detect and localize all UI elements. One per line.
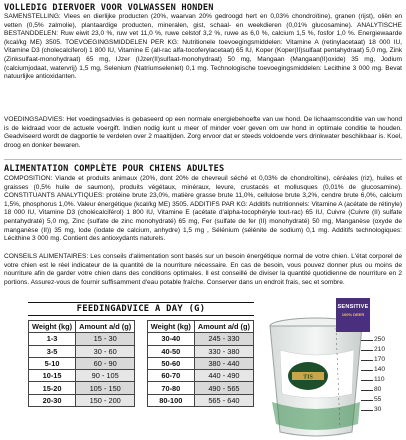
feeding-table: [28, 302, 254, 407]
table-row: 60-70 440 - 490: [147, 370, 253, 382]
scale-label: 80: [374, 386, 382, 393]
table-row: 50-60 380 - 440: [147, 357, 253, 369]
scale-label: 250: [374, 336, 386, 343]
fr-heading: ALIMENTATION COMPLÈTE POUR CHIENS ADULTES: [4, 164, 225, 174]
badge-title: SENSITIVE: [337, 304, 369, 310]
col-weight-header: Weight (kg): [29, 321, 76, 333]
table-row: 20-30 150 - 200: [29, 394, 135, 406]
table-row: 80-100 565 - 640: [147, 394, 253, 406]
nl-composition: SAMENSTELLING: Vlees en dierlijke producten (20%, waarvan 20% gedroogd hert en 0,03% chondroïtine), granen (rijst), oliën en vetten (0,5% zalmolie), plantaardige producten, mineralen, gist, schaal- en weekdieren (0,01% glucosamine). ANALYTISCHE BESTANDDELEN: Ruw eiwit 23,0 %, ruw vet 11,0 %, ruwe celstof 3,2 %, ruwe as 6,0 %, calcium 1,5 %, fosfor 1,0 %. Energiewaarde (kcal/kg ME) 3505. TOEVOEGINGSMIDDELEN PER KG: Nutritionele toevoegingsmiddelen: Vitamine A (retinylacetaat) 18 000 IU, Vitamine D3 (cholecalciferol) 1 800 IU, Vitamine E (all-rac alfa-tocoferylacetaat) 65 IU, Koper (Koper(II)sulfaat pentahydraat) 5,0 mg, Zink (Zinksulfaat-monohydraat) 65 mg, IJzer (IJzer(II)sulfaat-monohydraat) 50 mg, Mangaan (Mangaan(II)oxide) 35 mg, Jodium (calciumjodaat, watervrij) 1,5 mg, Selenium (Natriumseleniet) 0,1 mg. Technologische toevoegingsmiddelen: Lecithine 3 000 mg. Bevat natuurlijke antioxidanten.: [4, 13, 402, 81]
col-amount-header: Amount a/d (g): [76, 321, 135, 333]
scale-label: 170: [374, 356, 386, 363]
section-divider: [4, 159, 402, 160]
feeding-table-left: [28, 320, 135, 407]
sensitive-badge: [336, 298, 370, 332]
table-row: 10-15 90 - 105: [29, 370, 135, 382]
table-row: 1-3 15 - 30: [29, 333, 135, 345]
feeding-table-right: [147, 320, 254, 407]
table-row: 15-20 105 - 150: [29, 382, 135, 394]
nl-feeding-advice: VOEDINGSADVIES: Het voedingsadvies is gebaseerd op een normale energiebehoefte van uw hond. De lichaamsconditie van uw hond is de leidraad voor de actuele voergift. Indien nodig kunt u meer of minder voer geven om uw hond in optimale conditie te houden. Geadviseerd wordt de dagportie te verdelen over 2 maaltijden. Zorg ervoor dat er steeds voldoende vers drinkwater beschikbaar is. Koel, droog en donker bewaren.: [4, 116, 402, 149]
nl-heading: VOLLEDIG DIERVOER VOOR VOLWASSEN HONDEN: [4, 3, 214, 13]
svg-text:TIS: TIS: [303, 374, 313, 381]
scale-tick: [361, 380, 373, 381]
scale-label: 210: [374, 346, 386, 353]
scale-label: 55: [374, 396, 382, 403]
scale-tick: [361, 370, 373, 371]
scale-tick: [361, 390, 373, 391]
fr-composition: COMPOSITION: Viande et produits animaux (20%, dont 20% de chevreuil séché et 0,03% de chondroïtine), céréales (riz), huiles et graisses (0,5% huile de saumon), produits végétaux, minéraux, levure, crustacés et mollusques (0,01% de glucosamine). CONSTITUANTS ANALYTIQUES: protéine brute 23,0%, matière grasse brute 11,0%, cellulose brute 3,2%, cendre brute 6,0%, calcium 1,5%, phosphorus 1,0%. Valeur énergétique (kcal/kg ME) 3505. ADDITIFS PAR KG: Additifs nutritionnels: Vitamine A (acétate de rétinyle) 18 000 IU, Vitamine D3 (cholécalciférol) 1 800 IU, Vitamine E (acétate d'alpha-tocophéryle tout-rac) 65 IU, Cuivre (Cuivre (II) sulfate pentahydraté) 5,0 mg, Zinc (sulfate de zinc monohydraté) 65 mg, Fer (sulfate de fer (II) monohydraté) 50 mg, Manganèse (oxyde de manganèse (II)) 35 mg, Iode (iodate de calcium, anhydre) 1,5 mg , Sélénium (sélénite de sodium) 0,1 mg. Additifs technologiques: Lécithine 3 000 mg. Contient des antioxydants naturels.: [4, 175, 402, 243]
scale-tick: [361, 360, 373, 361]
scale-label: 140: [374, 366, 386, 373]
measuring-cup: [266, 298, 406, 440]
scale-label: 30: [374, 406, 382, 413]
scale-tick: [361, 340, 373, 341]
table-row: 40-50 330 - 380: [147, 345, 253, 357]
scale-tick: [361, 400, 373, 401]
table-row: 3-5 30 - 60: [29, 345, 135, 357]
scale-label: 110: [374, 376, 385, 383]
scale-tick: [361, 350, 373, 351]
col-weight-header: Weight (kg): [147, 321, 194, 333]
table-row: 5-10 60 - 90: [29, 357, 135, 369]
col-amount-header: Amount a/d (g): [194, 321, 253, 333]
fr-feeding-advice: CONSEILS ALIMENTAIRES: Les conseils d'alimentation sont basés sur un besoin énergétique normal de votre chien. L'état corporel de votre chien est le réel indicateur de la quantité de la nourriture nécessaire. En cas de besoin, vous pouvez donner plus ou moins de nourriture afin de garder votre chien dans des conditions optimales. Il est conseillé de diviser la quantité quotidienne de nourriture en 2 portions. Assurez-vous de fournir suffisamment d'eau potable fraîche. Conserver dans un endroit frais, sec et sombre.: [4, 253, 402, 286]
feeding-table-title: FEEDINGADVICE A DAY (G): [28, 302, 254, 316]
badge-subtitle: 100% DEER: [341, 312, 365, 317]
table-row: 30-40 245 - 330: [147, 333, 253, 345]
table-row: 70-80 490 - 565: [147, 382, 253, 394]
scale-tick: [361, 410, 373, 411]
